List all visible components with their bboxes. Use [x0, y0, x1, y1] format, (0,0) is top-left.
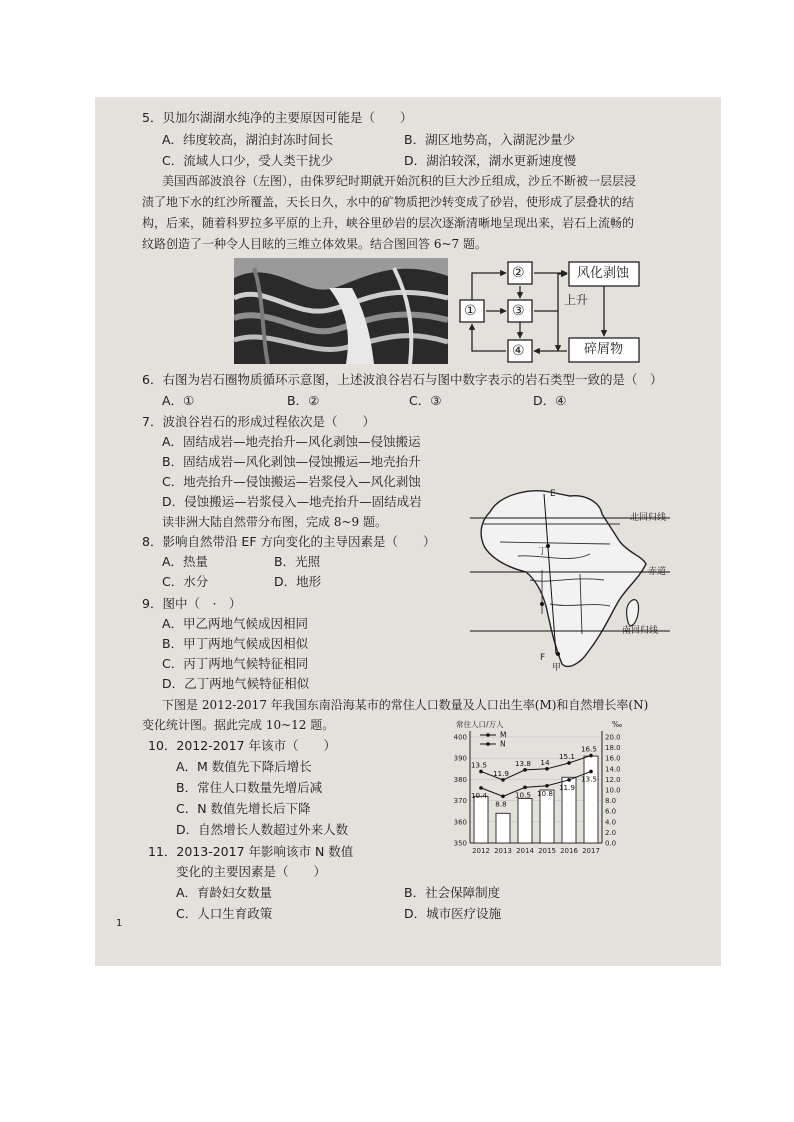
y-tick-label: 350: [453, 839, 467, 848]
x-tick-label: 2017: [582, 847, 600, 855]
series-point-M: [479, 770, 483, 774]
q9-option-d: D．乙丁两地气候特征相似: [162, 676, 310, 691]
q10-option-a: A．M 数值先下降后增长: [176, 759, 312, 774]
y-right-tick-label: 0.0: [605, 839, 617, 848]
data-label-M: 14: [540, 757, 550, 767]
q11-option-d: D．城市医疗设施: [404, 906, 502, 921]
map-label-f: F: [540, 653, 546, 663]
series-point-N: [589, 770, 593, 774]
data-label-N: 13.5: [580, 774, 598, 784]
passage2-line: 变化统计图。据此完成 10~12 题。: [142, 718, 335, 732]
q7-option-a: A．固结成岩—地壳抬升—风化剥蚀—侵蚀搬运: [162, 434, 421, 449]
cycle-node-1: ①: [464, 303, 477, 319]
y-right-tick-label: 8.0: [605, 797, 617, 806]
y-right-tick-label: 2.0: [605, 828, 617, 837]
series-point-N: [523, 786, 527, 790]
y-right-tick-label: 16.0: [605, 754, 621, 763]
x-tick-label: 2015: [538, 847, 556, 855]
y-tick-label: 370: [453, 797, 467, 806]
data-label-M: 13.8: [514, 758, 532, 768]
q11-option-b: B．社会保障制度: [404, 885, 501, 900]
data-label-N: 10.8: [536, 788, 554, 798]
q10-option-c: C．N 数值先增长后下降: [176, 801, 311, 816]
q9-stem: 9．图中（ · ）: [142, 596, 242, 611]
q8-option-b: B．光照: [274, 554, 321, 569]
map-label-jia: 甲: [552, 663, 562, 673]
q10-stem: 10．2012-2017 年该市（ ）: [148, 738, 337, 753]
y-tick-label: 360: [453, 818, 467, 827]
q5-stem: 5．贝加尔湖湖水纯净的主要原因可能是（ ）: [142, 110, 413, 125]
passage1-line: 纹路创造了一种令人目眩的三维立体效果。结合图回答 6~7 题。: [142, 237, 487, 251]
passage1-line: 构，后来，随着科罗拉多平原的上升，峡谷里砂岩的层次逐渐清晰地呈现出来，岩石上流畅的: [142, 216, 635, 230]
y-tick-label: 380: [453, 775, 467, 784]
x-tick-label: 2013: [494, 847, 512, 855]
y-right-tick-label: 18.0: [605, 744, 621, 753]
series-point-N: [501, 795, 505, 799]
data-label-N: 10.5: [514, 790, 532, 800]
cycle-node-4: ④: [512, 343, 525, 359]
legend-marker-M: [486, 733, 490, 737]
q11-option-c: C．人口生育政策: [176, 906, 273, 921]
q7-stem: 7．波浪谷岩石的形成过程依次是（ ）: [142, 414, 375, 429]
y-axis-right-title: ‰: [612, 720, 623, 729]
q8-option-c: C．水分: [162, 574, 209, 589]
cycle-weathering-label: 风化剥蚀: [577, 266, 630, 281]
population-chart: [444, 715, 644, 865]
q9-option-b: B．甲丁两地气候成因相似: [162, 636, 309, 651]
series-point-M: [567, 761, 571, 765]
series-point-N: [567, 778, 571, 782]
q9-option-c: C．丙丁两地气候特征相同: [162, 656, 309, 671]
passage2-line: 下图是 2012-2017 年我国东南沿海某市的常住人口数量及人口出生率(M)和自然增长率(N): [162, 698, 649, 712]
q11-stem-line1: 11．2013-2017 年影响该市 N 数值: [148, 844, 354, 859]
q9-option-a: A．甲乙两地气候成因相同: [162, 616, 309, 631]
data-label-M: 13.5: [470, 760, 488, 770]
x-tick-label: 2012: [472, 847, 490, 855]
population-bar: [518, 798, 532, 843]
legend-label-N: N: [500, 739, 506, 749]
population-bar: [496, 813, 510, 843]
q7-option-d: D．侵蚀搬运—岩浆侵入—地壳抬升—固结成岩: [162, 494, 422, 509]
series-point-N: [479, 786, 483, 790]
population-bar: [540, 790, 554, 843]
q6-option-d: D．④: [533, 393, 567, 408]
map-label-equator: 赤道: [648, 567, 667, 577]
q10-option-d: D．自然增长人数超过外来人数: [176, 822, 349, 837]
q8-option-a: A．热量: [162, 554, 209, 569]
y-axis-title: 常住人口/万人: [456, 720, 504, 729]
y-right-tick-label: 10.0: [605, 786, 621, 795]
y-right-tick-label: 12.0: [605, 775, 621, 784]
data-label-N: 11.9: [558, 782, 576, 792]
series-point-M: [523, 768, 527, 772]
map-label-south-tropic: 南回归线: [622, 626, 659, 636]
page-number: 1: [116, 918, 123, 929]
x-tick-label: 2016: [560, 847, 578, 855]
passage1-line: 渍了地下水的红沙所覆盖，天长日久，水中的矿物质把沙转变成了砂岩，使形成了层叠状的结: [142, 195, 635, 209]
data-label-N: 8.8: [495, 799, 507, 809]
series-point-N: [545, 784, 549, 788]
y-right-tick-label: 6.0: [605, 807, 617, 816]
data-label-M: 15.1: [558, 751, 576, 761]
q5-option-c: C．流域人口少，受人类干扰少: [162, 153, 334, 168]
q8-option-d: D．地形: [274, 574, 322, 589]
passage1-line: 美国西部波浪谷（左图），由侏罗纪时期就开始沉积的巨大沙丘组成，沙丘不断被一层层浸: [162, 174, 637, 188]
population-bar: [474, 796, 488, 843]
q8-9-intro: 读非洲大陆自然带分布图，完成 8~9 题。: [162, 515, 387, 529]
q6-option-b: B．②: [287, 393, 320, 408]
y-right-tick-label: 20.0: [605, 733, 621, 742]
q5-option-a: A．纬度较高，湖泊封冻时间长: [162, 132, 334, 147]
wave-canyon-photo: [234, 258, 448, 364]
x-tick-label: 2014: [516, 847, 534, 855]
q7-option-b: B．固结成岩—风化剥蚀—侵蚀搬运—地壳抬升: [162, 454, 421, 469]
q8-stem: 8．影响自然带沿 EF 方向变化的主导因素是（ ）: [142, 534, 436, 549]
rock-cycle-diagram: [456, 258, 650, 368]
q11-stem-line2: 变化的主要因素是（ ）: [176, 864, 327, 879]
q6-stem: 6．右图为岩石圈物质循环示意图，上述波浪谷岩石与图中数字表示的岩石类型一致的是（ ）: [142, 372, 663, 387]
y-tick-label: 400: [453, 733, 467, 742]
map-label-e: E: [550, 489, 556, 499]
q7-option-c: C．地壳抬升—侵蚀搬运—岩浆侵入—风化剥蚀: [162, 474, 421, 489]
cycle-uplift-label: 上升: [564, 293, 589, 307]
data-label-N: 10.4: [470, 790, 488, 800]
q5-option-d: D．湖泊较深，湖水更新速度慢: [404, 153, 577, 168]
q6-option-c: C．③: [409, 393, 442, 408]
population-bar: [584, 756, 598, 843]
series-point-M: [545, 767, 549, 771]
cycle-node-2: ②: [512, 265, 525, 281]
map-label-north-tropic: 北回归线: [630, 513, 667, 523]
data-label-M: 11.9: [492, 768, 510, 778]
q6-option-a: A．①: [162, 393, 195, 408]
africa-natural-zone-map: [470, 484, 670, 674]
q10-option-b: B．常住人口数量先增后减: [176, 780, 323, 795]
q5-option-b: B．湖区地势高，入湖泥沙量少: [404, 132, 576, 147]
cycle-debris-label: 碎屑物: [584, 342, 624, 357]
y-right-tick-label: 14.0: [605, 765, 621, 774]
y-right-tick-label: 4.0: [605, 818, 617, 827]
legend-label-M: M: [500, 730, 507, 740]
series-point-M: [589, 754, 593, 758]
series-point-M: [501, 778, 505, 782]
q11-option-a: A．育龄妇女数量: [176, 885, 273, 900]
data-label-M: 16.5: [580, 744, 598, 754]
y-tick-label: 390: [453, 754, 467, 763]
cycle-node-3: ③: [512, 303, 525, 319]
legend-marker-N: [486, 742, 490, 746]
map-label-ding: 丁: [538, 547, 548, 557]
